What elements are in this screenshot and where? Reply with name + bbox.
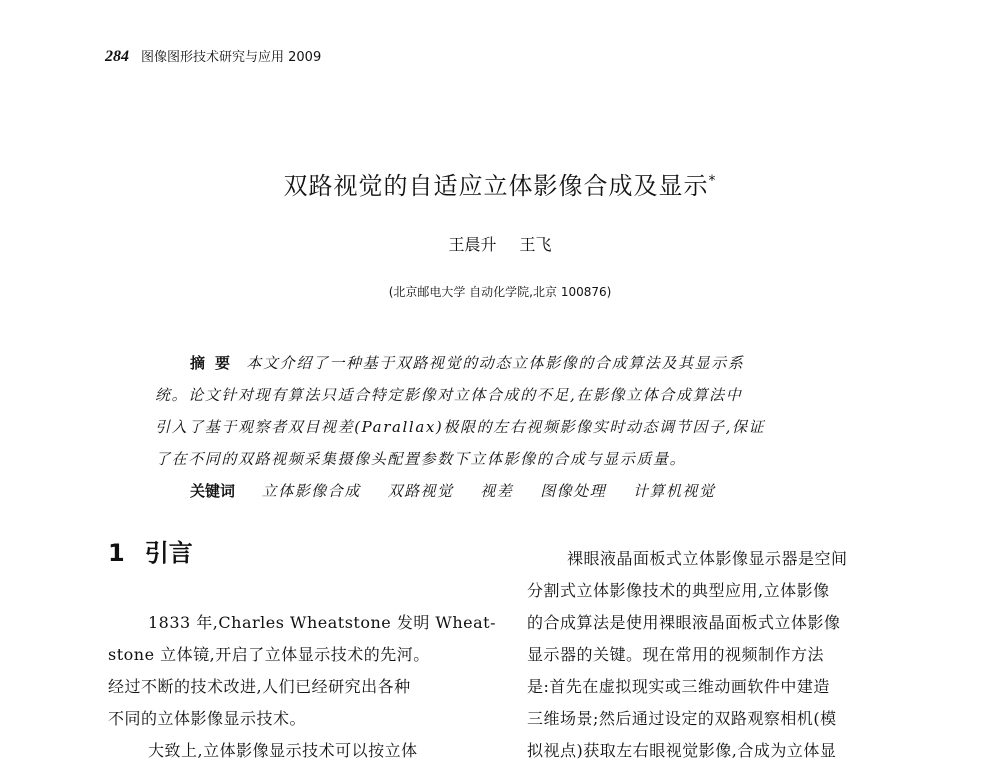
paper-affiliation: (北京邮电大学 自动化学院,北京 100876) [388,285,612,299]
abstract-line-text: 本文介绍了一种基于双路视觉的动态立体影像的合成算法及其显示系 [246,354,745,372]
title-footnote-mark: * [708,173,717,189]
paper-authors: 王晨升 王飞 [448,235,552,254]
keywords-label: 关键词 [190,482,236,500]
body-line: 是:首先在虚拟现实或三维动画软件中建造 [527,677,830,696]
body-line: 裸眼液晶面板式立体影像显示器是空间 [567,549,848,568]
body-line: 三维场景;然后通过设定的双路观察相机(模 [527,709,837,728]
body-line: 的合成算法是使用裸眼液晶面板式立体影像 [527,613,841,632]
body-line: 分割式立体影像技术的典型应用,立体影像 [527,581,830,600]
journal-name: 图像图形技术研究与应用 2009 [141,50,322,65]
keyword: 双路视觉 [387,482,454,500]
body-line: 显示器的关键。现在常用的视频制作方法 [527,645,825,664]
keyword: 计算机视觉 [632,482,716,500]
keyword: 图像处理 [540,482,607,500]
body-line: 大致上,立体影像显示技术可以按立体 [148,741,418,760]
abstract-line: 引入了基于观察者双目视差(Parallax)极限的左右视频影像实时动态调节因子,保证 [155,418,766,436]
abstract-line: 了在不同的双路视频采集摄像头配置参数下立体影像的合成与显示质量。 [155,450,687,468]
paper-title-text: 双路视觉的自适应立体影像合成及显示 [283,172,709,200]
abstract-line [190,352,744,373]
keywords [190,480,738,501]
abstract-label: 摘要 [190,354,241,372]
body-line: 1833 年,Charles Wheatstone 发明 Wheat- [148,613,497,632]
section-heading [108,533,193,568]
page-number: 284 [105,48,129,65]
paper-title [0,166,1000,201]
body-line: 经过不断的技术改进,人们已经研究出各种 [108,677,411,696]
keyword: 视差 [480,482,514,500]
section-title: 引言 [144,539,193,567]
section-number: 1 [108,539,125,567]
body-line: 拟视点)获取左右眼视觉影像,合成为立体显 [527,741,837,760]
abstract-line: 统。论文针对现有算法只适合特定影像对立体合成的不足,在影像立体合成算法中 [155,386,743,404]
body-line: 不同的立体影像显示技术。 [108,709,307,728]
body-line: stone 立体镜,开启了立体显示技术的先河。 [108,645,430,664]
keyword: 立体影像合成 [261,482,361,500]
running-header [105,46,321,66]
